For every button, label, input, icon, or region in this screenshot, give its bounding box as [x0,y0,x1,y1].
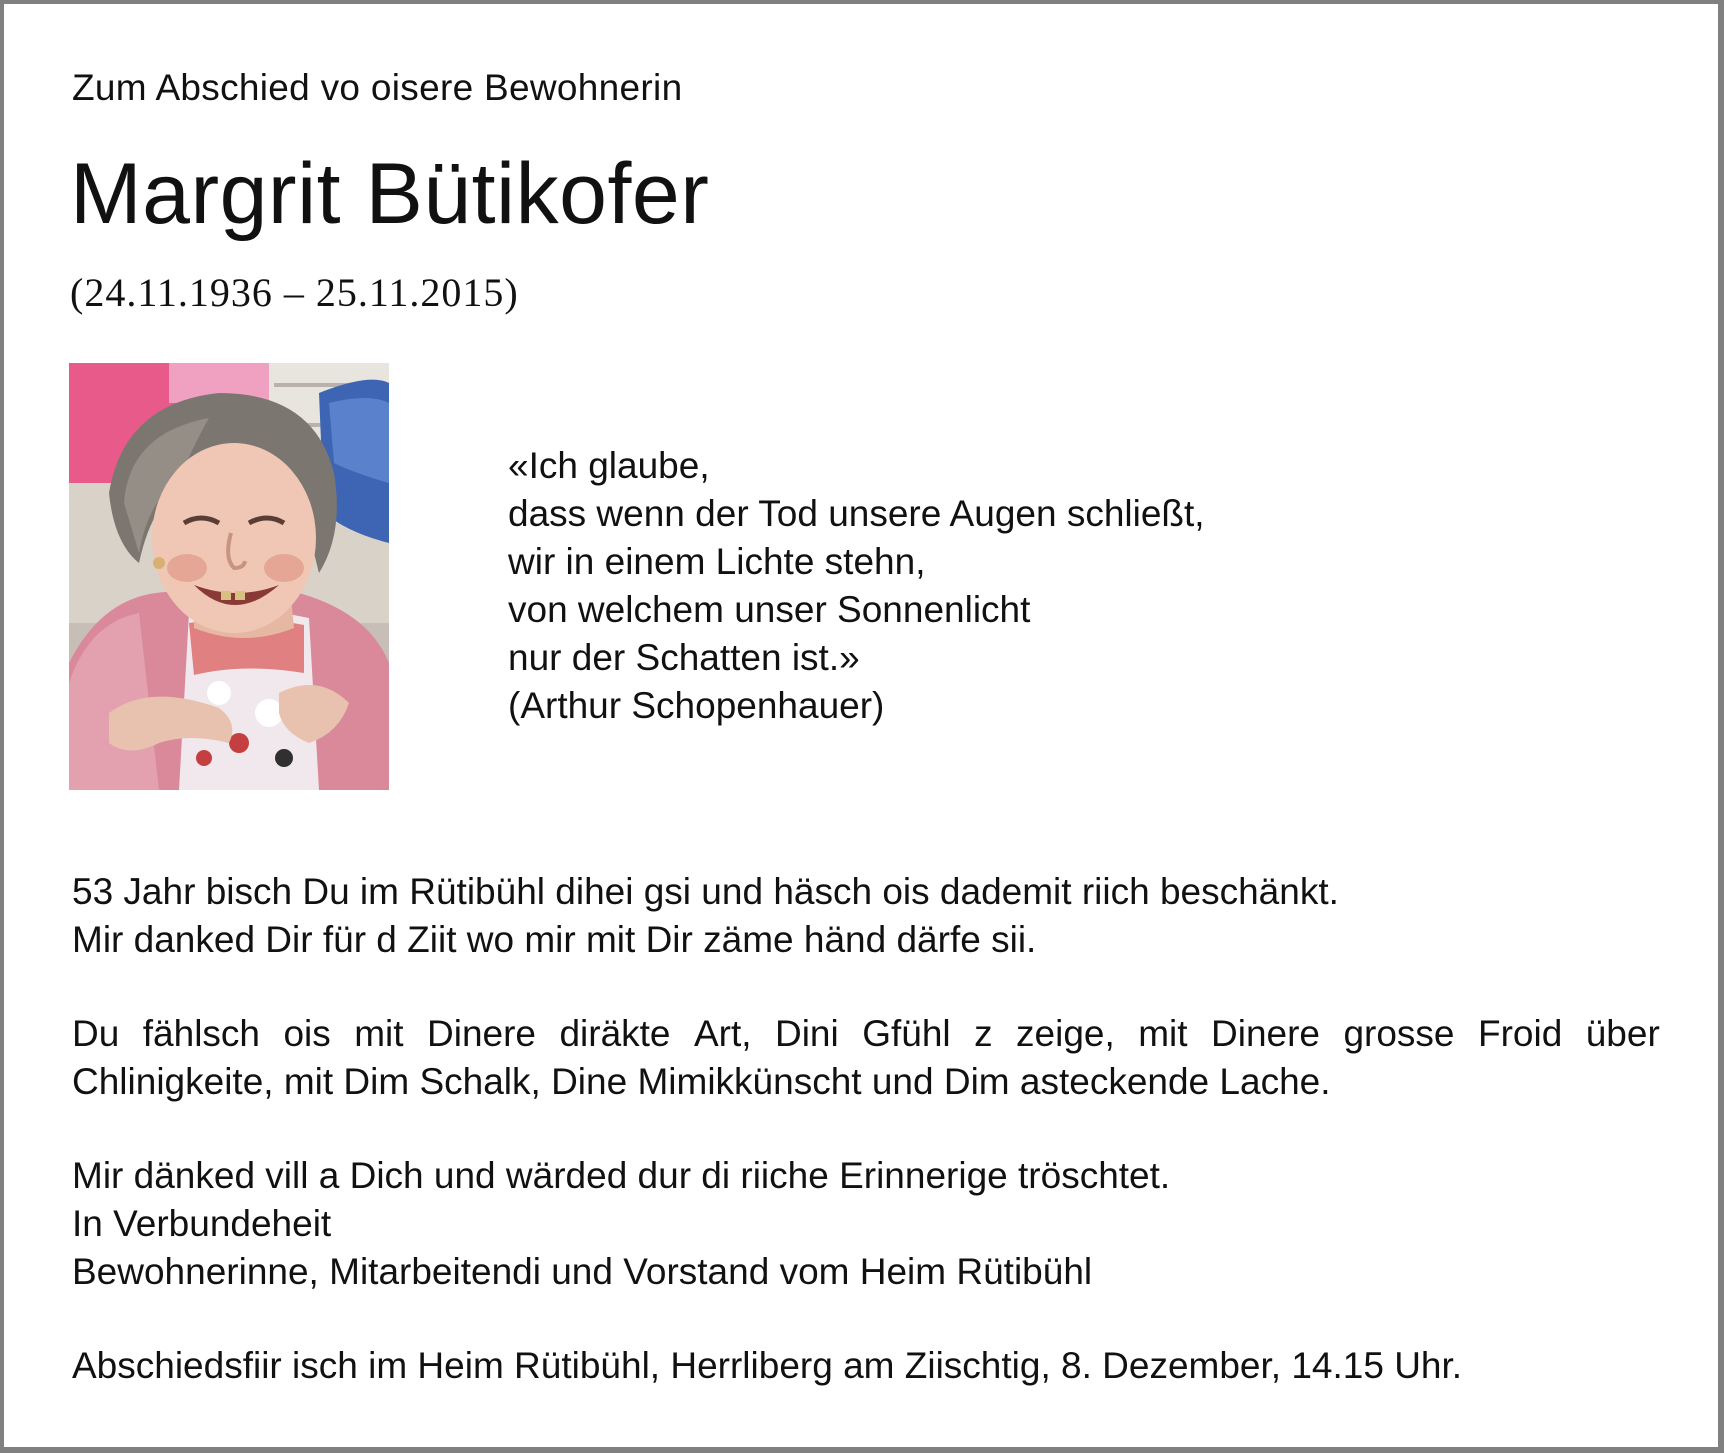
paragraph3-line3: Bewohnerinne, Mitarbeitendi und Vorstand vom Heim Rütibühl [72,1251,1093,1292]
word: mit [354,1013,404,1054]
word: diräkte [559,1013,671,1054]
word: fählsch [142,1013,260,1054]
paragraph-spacer [72,1296,1672,1342]
quote-line: «Ich glaube, [508,445,710,486]
quote-author: (Arthur Schopenhauer) [508,685,885,726]
portrait-illustration [69,363,389,790]
word: grosse [1343,1013,1455,1054]
word: zeige, [1016,1013,1115,1054]
paragraph1-line2: Mir danked Dir für d Ziit wo mir mit Dir zäme händ därfe sii. [72,919,1037,960]
quote-line: von welchem unser Sonnenlicht [508,589,1031,630]
word: mit [1138,1013,1188,1054]
paragraph-spacer [72,964,1672,1010]
portrait-photo [69,363,389,790]
quote-line: dass wenn der Tod unsere Augen schließt, [508,493,1205,534]
word: Dinere [427,1013,536,1054]
word: Art, [693,1013,752,1054]
quote-block [508,442,1205,730]
word: Dinere [1211,1013,1320,1054]
deceased-name: Margrit Bütikofer [70,146,710,242]
life-dates: (24.11.1936 – 25.11.2015) [70,270,519,315]
ceremony-info: Abschiedsfiir isch im Heim Rütibühl, Herrliberg am Ziischtig, 8. Dezember, 14.15 Uhr. [72,1345,1463,1386]
paragraph-spacer [72,1106,1672,1152]
paragraph3-line1: Mir dänked vill a Dich und wärded dur di riiche Erinnerige tröschtet. [72,1155,1171,1196]
word: z [974,1013,993,1054]
word: ois [283,1013,331,1054]
paragraph1-line1: 53 Jahr bisch Du im Rütibühl dihei gsi und häsch ois dademit riich beschänkt. [72,871,1339,912]
paragraph3-line2: In Verbundeheit [72,1203,332,1244]
word: über [1585,1013,1660,1054]
word: Froid [1477,1013,1563,1054]
word: Dini [774,1013,839,1054]
quote-line: wir in einem Lichte stehn, [508,541,926,582]
quote-line: nur der Schatten ist.» [508,637,860,678]
paragraph2-line1 [72,1010,1660,1058]
word: Du [72,1013,120,1054]
message-body [72,868,1672,1390]
paragraph2-line2: Chlinigkeite, mit Dim Schalk, Dine Mimikkünscht und Dim asteckende Lache. [72,1061,1331,1102]
intro-line: Zum Abschied vo oisere Bewohnerin [72,67,683,108]
word: Gfühl [862,1013,951,1054]
